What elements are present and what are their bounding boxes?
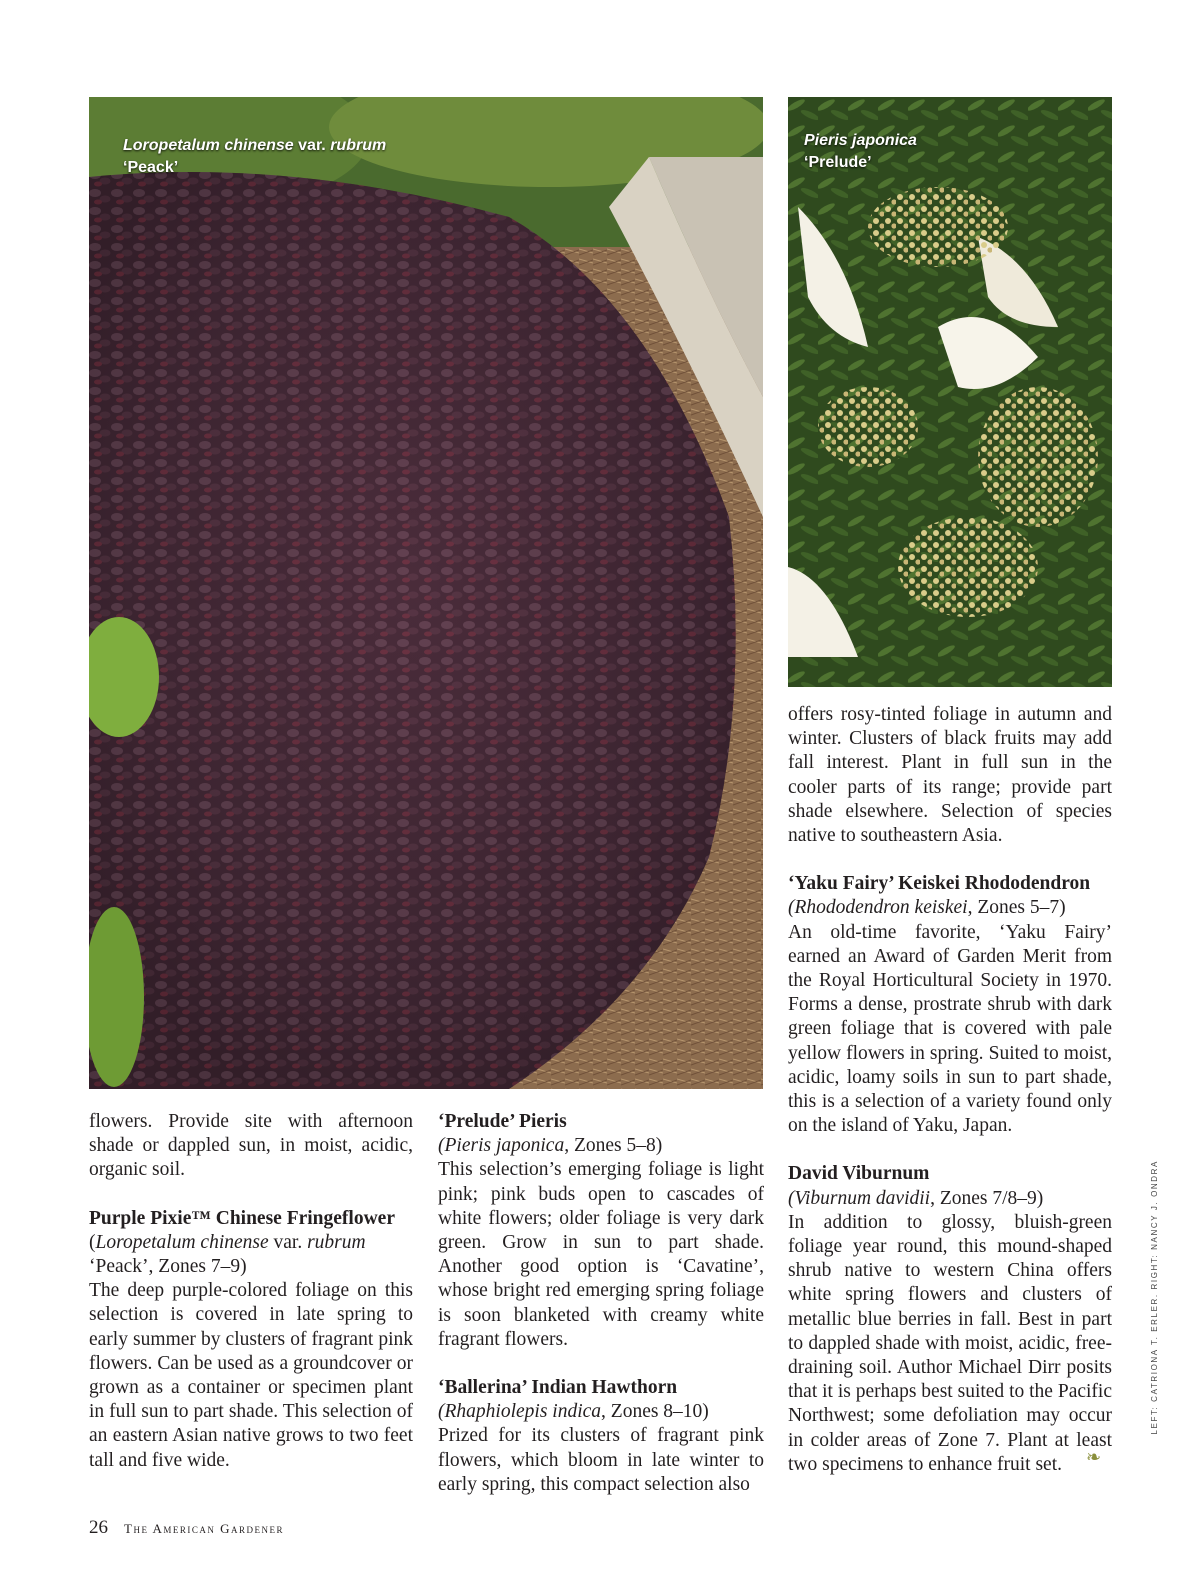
entry-title-prelude: ‘Prelude’ Pieris: [438, 1111, 567, 1132]
caption-left-varname: rubrum: [330, 137, 387, 154]
loropetalum-image: [89, 97, 763, 1089]
zone-text: ‘Peack’, Zones 7–9): [89, 1256, 247, 1278]
entry-body-purple-pixie: The deep purple-colored foliage on this selection is covered in late spring to early summer by clusters of fragrant pink flowers. Can be used as a groundcover or grown as a container or specimen plant in full sun to part shade. This selection of an eastern Asian native grows to two feet tall and five wide.: [89, 1280, 413, 1471]
sci-name: (Rhododendron keiskei: [788, 897, 968, 919]
caption-left-cultivar: ‘Peack’: [123, 159, 179, 176]
magazine-name: The American Gardener: [124, 1521, 284, 1536]
entry-title-david-viburnum: David Viburnum: [788, 1163, 930, 1185]
entry-sci-yaku-fairy: [788, 896, 1112, 920]
page-footer: [89, 1517, 284, 1539]
page-number: 26: [89, 1517, 108, 1538]
column-2: [438, 1110, 764, 1497]
col3-continued-text: offers rosy-tinted foliage in autumn and winter. Clusters of black fruits may add fall interest. Plant in full sun in the cooler parts of its range; provide part shade elsewhere. Selection of species native to southeastern Asia.: [788, 704, 1112, 847]
sci-name: (Rhaphiolepis indica: [438, 1401, 602, 1423]
end-mark-icon: ❧: [1086, 1447, 1102, 1468]
zone-text: , Zones 5–7): [967, 897, 1066, 919]
photo-caption-right: [804, 130, 917, 174]
column-1: [89, 1110, 413, 1473]
entry-body-prelude: This selection’s emerging foliage is light pink; pink buds open to cascades of white flowers; older foliage is very dark green. Grow in sun to part shade. Another good option is ‘Cavatine’, whose bright red emerging spring foliage is soon blanketed with creamy white fragrant flowers.: [438, 1159, 764, 1350]
sci-var-name: rubrum: [307, 1231, 366, 1253]
entry-title-yaku-fairy: ‘Yaku Fairy’ Keiskei Rhododendron: [788, 873, 1091, 895]
photo-credit: LEFT: CATRIONA T. ERLER. RIGHT: NANCY J. ONDRA: [1150, 1160, 1159, 1435]
entry-body-yaku-fairy: An old-time favorite, ‘Yaku Fairy’ earned an Award of Garden Merit from the Royal Horticultural Society in 1970. Forms a dense, prostrate shrub with dark green foliage that is covered with pale yellow flowers in spring. Suited to moist, acidic, loamy soils in sun to part shade, this is a selection of a variety found only on the island of Yaku, Japan.: [788, 921, 1112, 1137]
entry-sci-ballerina: [438, 1400, 764, 1424]
sci-open-paren: (: [89, 1231, 96, 1253]
zone-text: , Zones 8–10): [601, 1401, 709, 1423]
caption-right-cultivar: ‘Prelude’: [804, 154, 872, 171]
photo-loropetalum: [89, 97, 763, 1089]
sci-name: (Pieris japonica: [438, 1135, 565, 1157]
sci-var: var.: [268, 1231, 308, 1253]
entry-title-ballerina: ‘Ballerina’ Indian Hawthorn: [438, 1377, 678, 1399]
photo-pieris: [788, 97, 1112, 687]
entry-title-purple-pixie: Purple Pixie™ Chinese Fringeflower: [89, 1207, 395, 1229]
zone-text: , Zones 5–8): [564, 1135, 663, 1157]
zone-text: , Zones 7/8–9): [930, 1187, 1044, 1209]
entry-sci-david-viburnum: [788, 1187, 1112, 1211]
entry-body-david-viburnum: In addition to glossy, bluish-green foliage year round, this mound-shaped shrub native to western China offers white spring flowers and clusters of metallic blue berries in fall. Best in part to dappled shade with moist, acidic, free-draining soil. Author Michael Dirr posits that it is perhaps best suited to the Pacific Northwest; some defoliation may occur in colder areas of Zone 7. Plant at least two specimens to enhance fruit set.: [788, 1211, 1112, 1475]
caption-right-sci: Pieris japonica: [804, 132, 917, 149]
column-3: [788, 703, 1112, 1477]
photo-caption-left: [123, 135, 386, 179]
caption-left-var: var.: [293, 137, 331, 154]
entry-sci-purple-pixie: [89, 1231, 413, 1279]
pieris-image: [788, 97, 1112, 687]
entry-sci-prelude: [438, 1134, 764, 1158]
sci-name: Loropetalum chinense: [95, 1231, 269, 1253]
caption-left-sci: Loropetalum chinense: [123, 137, 294, 154]
entry-body-ballerina: Prized for its clusters of fragrant pink flowers, which bloom in late winter to early spring, this compact selection also: [438, 1425, 764, 1495]
col1-continued-text: flowers. Provide site with afternoon shade or dappled sun, in moist, acidic, organic soil.: [89, 1111, 413, 1181]
sci-name: (Viburnum davidii: [788, 1187, 931, 1209]
